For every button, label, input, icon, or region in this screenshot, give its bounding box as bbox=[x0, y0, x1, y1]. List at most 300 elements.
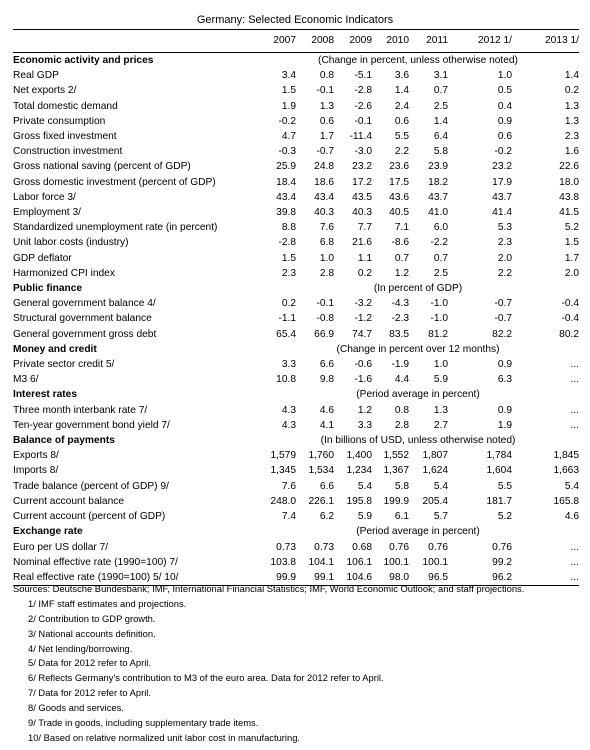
value-cell: 23.9 bbox=[428, 161, 448, 173]
value-cell: 1.5 bbox=[564, 237, 579, 249]
row-label: Construction investment bbox=[13, 146, 123, 158]
value-cell: 1,784 bbox=[486, 450, 512, 462]
table-row bbox=[13, 83, 579, 98]
value-cell: 104.1 bbox=[308, 556, 334, 568]
value-cell: 41.0 bbox=[428, 207, 448, 219]
value-cell: 23.2 bbox=[492, 161, 512, 173]
value-cell: 96.2 bbox=[448, 570, 512, 586]
value-cell: 2.3 bbox=[564, 131, 579, 143]
row-label: Euro per US dollar 7/ bbox=[13, 541, 109, 553]
value-cell: 0.73 bbox=[314, 541, 334, 553]
value-cell: 98.0 bbox=[372, 570, 409, 586]
table-row bbox=[13, 296, 579, 311]
value-cell: 7.6 bbox=[281, 480, 296, 492]
value-cell: -2.3 bbox=[391, 313, 409, 325]
value-cell: 1,234 bbox=[346, 465, 372, 477]
table-row bbox=[13, 494, 579, 509]
value-cell: 0.2 bbox=[281, 298, 296, 310]
value-cell: 7.7 bbox=[357, 222, 372, 234]
value-cell: 1.5 bbox=[281, 252, 296, 264]
row-label: Standardized unemployment rate (in percent) bbox=[13, 222, 218, 234]
value-cell: 1.5 bbox=[281, 85, 296, 97]
value-cell: 0.2 bbox=[564, 85, 579, 97]
section-row bbox=[13, 387, 579, 402]
value-cell: 6.1 bbox=[394, 511, 409, 523]
value-cell: 165.8 bbox=[553, 495, 579, 507]
year-header-row bbox=[13, 30, 579, 53]
table-row bbox=[13, 175, 579, 190]
value-cell: 65.4 bbox=[276, 328, 296, 340]
row-label: General government gross debt bbox=[13, 328, 157, 340]
value-cell: -1.9 bbox=[391, 359, 409, 371]
value-cell: 1.9 bbox=[497, 419, 512, 431]
value-cell: 43.6 bbox=[389, 191, 409, 203]
value-cell: 43.7 bbox=[492, 191, 512, 203]
row-label: Gross national saving (percent of GDP) bbox=[13, 161, 191, 173]
value-cell: 18.6 bbox=[314, 176, 334, 188]
section-row bbox=[13, 524, 579, 539]
value-cell: 4.3 bbox=[281, 404, 296, 416]
value-cell: 2.4 bbox=[394, 100, 409, 112]
value-cell: 106.1 bbox=[346, 556, 372, 568]
table-row bbox=[13, 418, 579, 433]
value-cell: 1.4 bbox=[564, 70, 579, 82]
value-cell: 10.8 bbox=[276, 374, 296, 386]
notes-block bbox=[13, 582, 583, 743]
value-cell: 5.2 bbox=[564, 222, 579, 234]
value-cell: 0.8 bbox=[394, 404, 409, 416]
value-cell: 0.4 bbox=[497, 100, 512, 112]
value-cell: -3.2 bbox=[354, 298, 372, 310]
table-row bbox=[13, 190, 579, 205]
value-cell: 43.5 bbox=[352, 191, 372, 203]
value-cell: 181.7 bbox=[486, 495, 512, 507]
value-cell: ... bbox=[570, 556, 579, 568]
value-cell: 6.8 bbox=[319, 237, 334, 249]
table-row bbox=[13, 357, 579, 372]
value-cell: 40.5 bbox=[389, 207, 409, 219]
value-cell: 3.4 bbox=[281, 70, 296, 82]
section-label: Money and credit bbox=[13, 343, 97, 355]
value-cell: -0.1 bbox=[354, 115, 372, 127]
value-cell: 3.3 bbox=[357, 419, 372, 431]
value-cell: 6.6 bbox=[319, 359, 334, 371]
value-cell: -8.6 bbox=[391, 237, 409, 249]
value-cell: 25.9 bbox=[276, 161, 296, 173]
value-cell: 3.1 bbox=[433, 70, 448, 82]
value-cell: 96.5 bbox=[409, 570, 448, 586]
table-row bbox=[13, 372, 579, 387]
value-cell: 1,579 bbox=[270, 450, 296, 462]
value-cell: 0.9 bbox=[497, 359, 512, 371]
sources-note: Sources: Deutsche Bundesbank; IMF, International Financial Statistics; IMF, World Economic Outlook; and staff projections. bbox=[13, 583, 525, 594]
value-cell: 0.7 bbox=[394, 252, 409, 264]
section-label: Balance of payments bbox=[13, 435, 115, 447]
value-cell: -2.2 bbox=[430, 237, 448, 249]
value-cell: 2.3 bbox=[281, 267, 296, 279]
value-cell: -1.1 bbox=[278, 313, 296, 325]
row-label: General government balance 4/ bbox=[13, 298, 156, 310]
footnote: 7/ Data for 2012 refer to April. bbox=[28, 687, 151, 699]
value-cell: 1,760 bbox=[308, 450, 334, 462]
value-cell: 2.0 bbox=[564, 267, 579, 279]
value-cell: 17.5 bbox=[389, 176, 409, 188]
value-cell: 41.5 bbox=[559, 207, 579, 219]
value-cell: -0.1 bbox=[316, 298, 334, 310]
table-row bbox=[13, 479, 579, 494]
table-row bbox=[13, 129, 579, 144]
year-header: 2012 1/ bbox=[448, 30, 512, 53]
value-cell: -0.4 bbox=[561, 313, 579, 325]
row-label: Harmonized CPI index bbox=[13, 267, 115, 279]
value-cell: 1.7 bbox=[564, 252, 579, 264]
value-cell: 43.4 bbox=[276, 191, 296, 203]
value-cell: 18.0 bbox=[559, 176, 579, 188]
value-cell: 5.2 bbox=[497, 511, 512, 523]
table-row bbox=[13, 159, 579, 174]
value-cell: -2.8 bbox=[278, 237, 296, 249]
row-label: Private consumption bbox=[13, 115, 106, 127]
value-cell: -0.6 bbox=[354, 359, 372, 371]
value-cell: 7.6 bbox=[319, 222, 334, 234]
row-label: Current account balance bbox=[13, 495, 124, 507]
value-cell: 6.3 bbox=[497, 374, 512, 386]
value-cell: 0.6 bbox=[394, 115, 409, 127]
year-header: 2011 bbox=[409, 30, 448, 53]
value-cell: 1,663 bbox=[553, 465, 579, 477]
value-cell: 0.7 bbox=[433, 85, 448, 97]
value-cell: -0.8 bbox=[316, 313, 334, 325]
table-row bbox=[13, 403, 579, 418]
value-cell: 3.6 bbox=[394, 70, 409, 82]
value-cell: -0.1 bbox=[316, 85, 334, 97]
value-cell: 1,552 bbox=[383, 450, 409, 462]
year-header: 2009 bbox=[334, 30, 372, 53]
value-cell: ... bbox=[570, 419, 579, 431]
value-cell: 1.3 bbox=[433, 404, 448, 416]
footnote: 1/ IMF staff estimates and projections. bbox=[28, 597, 187, 609]
value-cell: -4.3 bbox=[391, 298, 409, 310]
value-cell: 0.5 bbox=[497, 85, 512, 97]
value-cell: 6.6 bbox=[319, 480, 334, 492]
value-cell: 248.0 bbox=[270, 495, 296, 507]
footnote: 3/ National accounts definition. bbox=[28, 627, 156, 639]
indicators-table bbox=[13, 29, 579, 586]
table-row bbox=[13, 99, 579, 114]
value-cell: 1,400 bbox=[346, 450, 372, 462]
value-cell: -0.2 bbox=[494, 146, 512, 158]
value-cell: 66.9 bbox=[314, 328, 334, 340]
value-cell: 1.0 bbox=[319, 252, 334, 264]
table-body bbox=[13, 53, 579, 586]
value-cell: -5.1 bbox=[354, 70, 372, 82]
value-cell: 8.8 bbox=[281, 222, 296, 234]
value-cell: 5.9 bbox=[357, 511, 372, 523]
value-cell: 23.6 bbox=[389, 161, 409, 173]
value-cell: 2.8 bbox=[394, 419, 409, 431]
value-cell: ... bbox=[512, 570, 579, 586]
section-row bbox=[13, 281, 579, 296]
footnote: 9/ Trade in goods, including supplementary trade items. bbox=[28, 717, 259, 729]
row-label: Structural government balance bbox=[13, 313, 152, 325]
table-row bbox=[13, 509, 579, 524]
value-cell: -3.0 bbox=[354, 146, 372, 158]
value-cell: 18.2 bbox=[428, 176, 448, 188]
row-label: Three month interbank rate 7/ bbox=[13, 404, 148, 416]
row-label: Total domestic demand bbox=[13, 100, 118, 112]
value-cell: 6.2 bbox=[319, 511, 334, 523]
table-row bbox=[13, 235, 579, 250]
footnote: 5/ Data for 2012 refer to April. bbox=[28, 657, 151, 669]
value-cell: 22.6 bbox=[559, 161, 579, 173]
table-row bbox=[13, 144, 579, 159]
value-cell: 5.4 bbox=[564, 480, 579, 492]
value-cell: 2.2 bbox=[394, 146, 409, 158]
footnote: 6/ Reflects Germany's contribution to M3 of the euro area. Data for 2012 refer to April. bbox=[28, 672, 384, 684]
section-label: Interest rates bbox=[13, 389, 77, 401]
value-cell: 4.6 bbox=[564, 511, 579, 523]
value-cell: 0.7 bbox=[433, 252, 448, 264]
value-cell: 82.2 bbox=[492, 328, 512, 340]
value-cell: -0.7 bbox=[494, 298, 512, 310]
value-cell: 0.76 bbox=[389, 541, 409, 553]
table-row bbox=[13, 540, 579, 555]
value-cell: 5.7 bbox=[433, 511, 448, 523]
row-label: Current account (percent of GDP) bbox=[13, 511, 166, 523]
row-label: Imports 8/ bbox=[13, 465, 59, 477]
value-cell: 0.9 bbox=[497, 115, 512, 127]
value-cell: 1,534 bbox=[308, 465, 334, 477]
value-cell: 1.7 bbox=[319, 131, 334, 143]
value-cell: 3.3 bbox=[281, 359, 296, 371]
value-cell: 2.7 bbox=[433, 419, 448, 431]
value-cell: -1.0 bbox=[430, 313, 448, 325]
section-row bbox=[13, 53, 579, 69]
table-row bbox=[13, 220, 579, 235]
value-cell: 1.3 bbox=[319, 100, 334, 112]
table-row bbox=[13, 114, 579, 129]
value-cell: 43.8 bbox=[559, 191, 579, 203]
value-cell: 1.0 bbox=[433, 359, 448, 371]
value-cell: 6.4 bbox=[433, 131, 448, 143]
value-cell: 1.4 bbox=[433, 115, 448, 127]
footnote: 10/ Based on relative normalized unit labor cost in manufacturing. bbox=[28, 731, 301, 743]
value-cell: 0.6 bbox=[497, 131, 512, 143]
value-cell: ... bbox=[570, 374, 579, 386]
row-label: Real effective rate (1990=100) 5/ 10/ bbox=[13, 570, 257, 586]
section-unit-note: (Period average in percent) bbox=[356, 389, 480, 401]
row-label: Trade balance (percent of GDP) 9/ bbox=[13, 480, 169, 492]
year-header: 2008 bbox=[296, 30, 334, 53]
value-cell: 40.3 bbox=[352, 207, 372, 219]
row-label: Real GDP bbox=[13, 70, 59, 82]
section-unit-note: (Change in percent, unless otherwise noted) bbox=[318, 55, 518, 66]
section-row bbox=[13, 433, 579, 448]
table-row bbox=[13, 266, 579, 281]
table-row bbox=[13, 251, 579, 266]
value-cell: 1,845 bbox=[553, 450, 579, 462]
section-label: Exchange rate bbox=[13, 526, 83, 538]
table-title: Germany: Selected Economic Indicators bbox=[196, 14, 394, 26]
value-cell: 1.2 bbox=[357, 404, 372, 416]
value-cell: 199.9 bbox=[383, 495, 409, 507]
value-cell: 1,345 bbox=[270, 465, 296, 477]
row-label: M3 6/ bbox=[13, 374, 39, 386]
year-header: 2013 1/ bbox=[512, 30, 579, 53]
section-row bbox=[13, 342, 579, 357]
value-cell: 74.7 bbox=[352, 328, 372, 340]
value-cell: 5.8 bbox=[394, 480, 409, 492]
value-cell: 5.4 bbox=[433, 480, 448, 492]
value-cell: 104.6 bbox=[334, 570, 372, 586]
value-cell: -0.4 bbox=[561, 298, 579, 310]
row-label: Unit labor costs (industry) bbox=[13, 237, 129, 249]
footnotes-list bbox=[13, 597, 583, 743]
value-cell: 4.1 bbox=[319, 419, 334, 431]
row-label: Employment 3/ bbox=[13, 207, 81, 219]
value-cell: -1.0 bbox=[430, 298, 448, 310]
value-cell: 5.5 bbox=[497, 480, 512, 492]
value-cell: 0.9 bbox=[497, 404, 512, 416]
year-header: 2010 bbox=[372, 30, 409, 53]
value-cell: 0.76 bbox=[492, 541, 512, 553]
value-cell: -0.7 bbox=[316, 146, 334, 158]
value-cell: -2.6 bbox=[354, 100, 372, 112]
value-cell: 0.8 bbox=[319, 70, 334, 82]
value-cell: 5.8 bbox=[433, 146, 448, 158]
value-cell: 39.8 bbox=[276, 207, 296, 219]
value-cell: 24.8 bbox=[314, 161, 334, 173]
value-cell: ... bbox=[570, 359, 579, 371]
value-cell: 5.5 bbox=[394, 131, 409, 143]
row-label: Exports 8/ bbox=[13, 450, 59, 462]
value-cell: -0.7 bbox=[494, 313, 512, 325]
value-cell: 1.4 bbox=[394, 85, 409, 97]
value-cell: 100.1 bbox=[383, 556, 409, 568]
header-label-cell bbox=[13, 30, 257, 53]
value-cell: 7.4 bbox=[281, 511, 296, 523]
row-label: Gross domestic investment (percent of GDP) bbox=[13, 176, 216, 188]
row-label: Private sector credit 5/ bbox=[13, 359, 115, 371]
value-cell: 99.1 bbox=[296, 570, 334, 586]
value-cell: 2.8 bbox=[319, 267, 334, 279]
table-row bbox=[13, 205, 579, 220]
row-label: Gross fixed investment bbox=[13, 131, 117, 143]
footnote: 8/ Goods and services. bbox=[28, 702, 124, 714]
value-cell: 195.8 bbox=[346, 495, 372, 507]
value-cell: 1.0 bbox=[497, 70, 512, 82]
value-cell: 1,367 bbox=[383, 465, 409, 477]
row-label: Ten-year government bond yield 7/ bbox=[13, 419, 170, 431]
value-cell: 41.4 bbox=[492, 207, 512, 219]
row-label: GDP deflator bbox=[13, 252, 72, 264]
section-label: Public finance bbox=[13, 283, 83, 295]
value-cell: 103.8 bbox=[270, 556, 296, 568]
table-row bbox=[13, 463, 579, 478]
value-cell: 226.1 bbox=[308, 495, 334, 507]
section-unit-note: (In billions of USD, unless otherwise noted) bbox=[320, 435, 516, 447]
value-cell: ... bbox=[570, 404, 579, 416]
value-cell: 43.4 bbox=[314, 191, 334, 203]
value-cell: 80.2 bbox=[559, 328, 579, 340]
value-cell: -1.2 bbox=[354, 313, 372, 325]
footnote: 2/ Contribution to GDP growth. bbox=[28, 612, 156, 624]
value-cell: 1,624 bbox=[422, 465, 448, 477]
value-cell: 205.4 bbox=[422, 495, 448, 507]
value-cell: 23.2 bbox=[352, 161, 372, 173]
value-cell: 1.1 bbox=[357, 252, 372, 264]
value-cell: 2.5 bbox=[433, 100, 448, 112]
value-cell: 1.6 bbox=[564, 146, 579, 158]
section-label: Economic activity and prices bbox=[13, 55, 154, 66]
value-cell: 43.7 bbox=[428, 191, 448, 203]
section-unit-note: (In percent of GDP) bbox=[373, 283, 463, 295]
value-cell: 6.0 bbox=[433, 222, 448, 234]
value-cell: 17.2 bbox=[352, 176, 372, 188]
table-row bbox=[13, 327, 579, 342]
value-cell: 2.3 bbox=[497, 237, 512, 249]
value-cell: 0.6 bbox=[319, 115, 334, 127]
value-cell: 99.9 bbox=[257, 570, 296, 586]
value-cell: 5.4 bbox=[357, 480, 372, 492]
value-cell: 5.3 bbox=[497, 222, 512, 234]
value-cell: 0.68 bbox=[352, 541, 372, 553]
value-cell: -0.2 bbox=[278, 115, 296, 127]
value-cell: 1,807 bbox=[422, 450, 448, 462]
value-cell: 21.6 bbox=[352, 237, 372, 249]
value-cell: 5.9 bbox=[433, 374, 448, 386]
value-cell: 1,604 bbox=[486, 465, 512, 477]
row-label: Labor force 3/ bbox=[13, 191, 76, 203]
section-unit-note: (Change in percent over 12 months) bbox=[336, 343, 500, 355]
value-cell: 1.3 bbox=[564, 100, 579, 112]
value-cell: 17.9 bbox=[492, 176, 512, 188]
section-unit-note: (Period average in percent) bbox=[356, 526, 480, 538]
value-cell: 83.5 bbox=[389, 328, 409, 340]
value-cell: 0.73 bbox=[276, 541, 296, 553]
year-header: 2007 bbox=[257, 30, 296, 53]
value-cell: 2.2 bbox=[497, 267, 512, 279]
value-cell: 0.76 bbox=[428, 541, 448, 553]
value-cell: 1.9 bbox=[281, 100, 296, 112]
table-row bbox=[13, 311, 579, 326]
value-cell: -2.8 bbox=[354, 85, 372, 97]
value-cell: 4.6 bbox=[319, 404, 334, 416]
value-cell: 99.2 bbox=[492, 556, 512, 568]
value-cell: 1.2 bbox=[394, 267, 409, 279]
value-cell: 9.8 bbox=[319, 374, 334, 386]
row-label: Net exports 2/ bbox=[13, 85, 77, 97]
table-row bbox=[13, 555, 579, 570]
value-cell: -0.3 bbox=[278, 146, 296, 158]
value-cell: 4.3 bbox=[281, 419, 296, 431]
value-cell: 4.4 bbox=[394, 374, 409, 386]
value-cell: 2.0 bbox=[497, 252, 512, 264]
value-cell: -1.6 bbox=[354, 374, 372, 386]
value-cell: 2.5 bbox=[433, 267, 448, 279]
value-cell: 18.4 bbox=[276, 176, 296, 188]
value-cell: 81.2 bbox=[428, 328, 448, 340]
row-label: Nominal effective rate (1990=100) 7/ bbox=[13, 556, 178, 568]
footnote: 4/ Net lending/borrowing. bbox=[28, 642, 133, 654]
value-cell: 40.3 bbox=[314, 207, 334, 219]
table-row bbox=[13, 68, 579, 83]
value-cell: 100.1 bbox=[422, 556, 448, 568]
value-cell: -11.4 bbox=[349, 131, 372, 143]
value-cell: 0.2 bbox=[357, 267, 372, 279]
value-cell: 1.3 bbox=[564, 115, 579, 127]
table-row bbox=[13, 448, 579, 463]
